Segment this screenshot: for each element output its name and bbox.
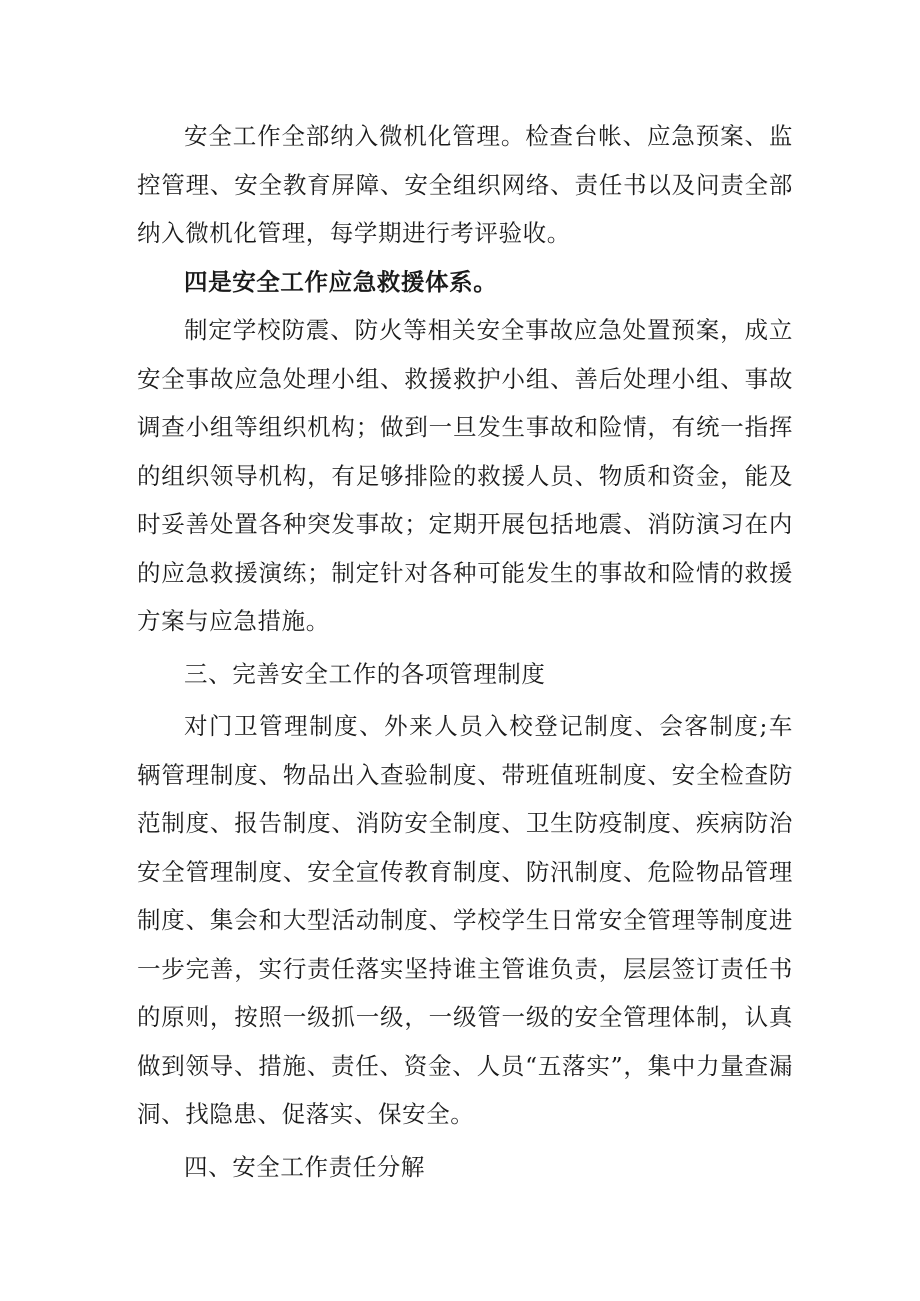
heading-section-3: 三、完善安全工作的各项管理制度 bbox=[184, 659, 546, 688]
heading-section-4: 四、安全工作责任分解 bbox=[184, 1152, 425, 1181]
paragraph-management-systems: 对门卫管理制度、外来人员入校登记制度、会客制度;车辆管理制度、物品出入查验制度、带班值班制度、安全检查防范制度、报告制度、消防安全制度、卫生防疫制度、疾病防治安全管理制度、安全宣传教育制度、防汛制度、危险物品管理制度、集会和大型活动制度、学校学生日常安全管理等制度进一步完善，实行责任落实坚持谁主管谁负责，层层签订责任书的原则，按照一级抓一级，一级管一级的安全管理体制，认真做到领导、措施、责任、资金、人员“五落实”，集中力量查漏洞、找隐患、促落实、保安全。 bbox=[137, 712, 793, 1128]
paragraph-emergency-plan: 制定学校防震、防火等相关安全事故应急处置预案，成立安全事故应急处理小组、救援救护小组、善后处理小组、事故调查小组等组织机构；做到一旦发生事故和险情，有统一指挥的组织领导机构，有足够排险的救援人员、物质和资金，能及时妥善处置各种突发事故；定期开展包括地震、消防演习在内的应急救援演练；制定针对各种可能发生的事故和险情的救援方案与应急措施。 bbox=[137, 316, 793, 635]
paragraph-computerized-management: 安全工作全部纳入微机化管理。检查台帐、应急预案、监控管理、安全教育屏障、安全组织网络、责任书以及问责全部纳入微机化管理，每学期进行考评验收。 bbox=[137, 122, 793, 247]
document-page bbox=[137, 112, 793, 1195]
subheading-emergency-rescue-system: 四是安全工作应急救援体系。 bbox=[184, 267, 498, 296]
